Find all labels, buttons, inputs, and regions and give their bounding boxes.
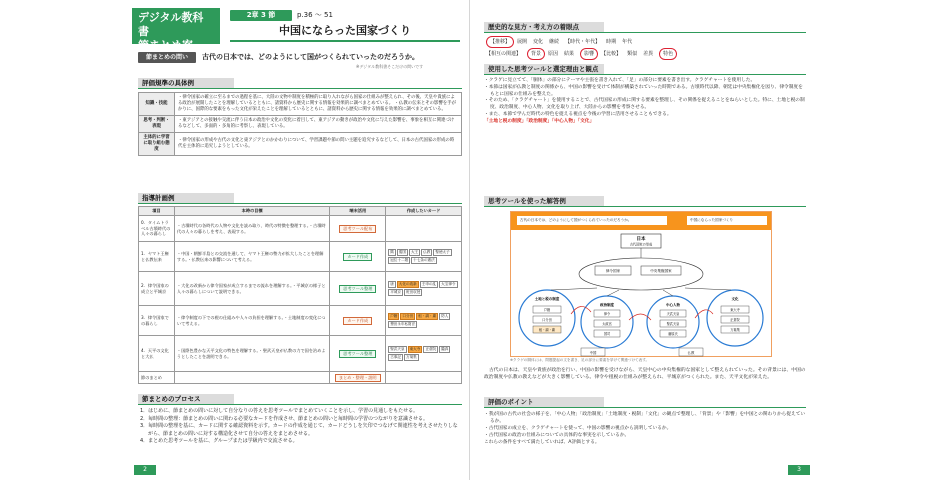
page-number: 2 xyxy=(134,465,156,475)
keyword: 年代 xyxy=(622,39,633,45)
svg-text:口分田: 口分田 xyxy=(542,318,552,322)
plan-item: 0．タイムトラベル古墳時代の人々の暮らし xyxy=(139,216,175,242)
keyword: 類似 xyxy=(627,51,638,57)
plan-goal: ・古墳時代の各時代の人物や文化を読み取り、時代の特徴を整理する。・古墳時代の人々の暮らしを考え、表現する。 xyxy=(174,216,329,242)
circle-land-tax xyxy=(519,290,575,346)
plan-goal: ・中国・朝鮮半島との交流を通して、ヤマト王権の勢力が拡大したことを理解する。・仏教伝来の影響について考える。 xyxy=(174,242,329,272)
card-chip: 東大寺 xyxy=(409,346,421,351)
keyword: 結果 xyxy=(564,51,575,57)
section-title: 中国にならった国家づくり xyxy=(230,24,460,42)
svg-text:租・調・庸: 租・調・庸 xyxy=(539,328,555,332)
circle-culture xyxy=(707,290,763,346)
plan-item: 3．律令国家での暮らし xyxy=(139,306,175,336)
card-chip: 唐 xyxy=(390,281,394,286)
tool-tag: 思考ツール整理 xyxy=(339,285,376,293)
bottom-label-china: 中国 xyxy=(589,351,597,355)
tool-tag: カード作成 xyxy=(343,317,372,325)
points-list xyxy=(484,411,806,446)
plan-goal xyxy=(174,372,329,384)
col-header: 端末活用 xyxy=(330,207,386,216)
brand-line2: 節まとめ案 xyxy=(138,39,193,52)
question-label: 節まとめの問い xyxy=(138,52,196,63)
plan-cards xyxy=(386,336,462,372)
list-item: ・古代国家の成立を、クラゲチャートを使って、中国の影響の視点から説明しているか。 xyxy=(484,426,672,431)
plan-item: 節のまとめ xyxy=(139,372,175,384)
table-row xyxy=(139,116,462,133)
keyword: 【比較】 xyxy=(601,51,622,57)
diagram-theme: 中国にならった国家づくり xyxy=(687,216,767,225)
plan-cards xyxy=(386,242,462,272)
card-chip: 租・調・庸 xyxy=(418,313,437,318)
plan-heading: 指導計画例 xyxy=(138,193,462,203)
center-sublabel: 古代国家の形成 xyxy=(629,242,653,247)
table-row xyxy=(139,216,462,242)
card-chip: 万葉集 xyxy=(405,354,417,359)
criteria-key: 主体的に学習に取り組む態度 xyxy=(139,133,175,156)
brand-box xyxy=(132,8,220,52)
criteria-key: 知識・技能 xyxy=(139,93,175,116)
keyword: 時期 xyxy=(606,39,617,45)
card-chip: 班田収授 xyxy=(405,289,421,294)
list-item: ・本節は国家が仏教と制度の関係から、中国の影響を受けて体制が構築されていった時期である。古墳時代以降、朝廷は中央集権化を図り、律令制度をもとに国家の仕組みを整えた。 xyxy=(484,84,803,97)
card-chip: 壬申の乱 xyxy=(421,281,437,286)
svg-text:天武天皇: 天武天皇 xyxy=(666,312,680,316)
criteria-value: ・律令国家の確立に至るまでの過程を基に、大陸の文物や制度を積極的に取り入れながら国家の仕組みが整えられ、その後、天皇や貴族による政治が展開したことを理解しているとともに、諸資料から歴史に関する情報を効果的に調べまとめている。 ・仏教の伝来とその影響を手がかりに、国際的な要素をもった文化が栄えたことを理解しているとともに、諸資料から歴史に関する情報を効果的に調べまとめている。 xyxy=(175,93,462,116)
svg-text:文化: 文化 xyxy=(731,297,739,301)
diagram-svg xyxy=(511,230,773,358)
plan-item: 4．天平の文化と大仏 xyxy=(139,336,175,372)
card-chip: 聖武天皇 xyxy=(390,346,405,351)
card-chip: 鑑真 xyxy=(441,346,449,351)
keyword: 影響 xyxy=(580,48,598,60)
right-page xyxy=(470,0,814,480)
plan-goal: ・大化の改新から律令国家が成立するまでの流れを理解する。・平城京の様子と人々の暮らしについて説明できる。 xyxy=(174,272,329,306)
table-row xyxy=(139,336,462,372)
reason-heading: 使用した思考ツールと選定理由と観点 xyxy=(484,64,806,74)
card-chip: 倭国 xyxy=(398,249,406,254)
plan-goal: ・国際色豊かな天平文化の特色を理解する。・聖武天皇が仏教の力で国を治めようとしたことを説明できる。 xyxy=(174,336,329,372)
keyword: 継続 xyxy=(549,39,560,45)
card-chip: 墾田永年私財法 xyxy=(390,321,416,326)
svg-text:東大寺: 東大寺 xyxy=(730,308,740,312)
col-header: 項目 xyxy=(139,207,175,216)
left-box2-label: 中央集権国家 xyxy=(650,269,672,273)
diagram-header xyxy=(511,212,771,230)
list-item: 1．はじめに、節まとめの問いに対して自分なりの答えを思考ツールでまとめていくことを示し、学習の見通しをもたせる。 xyxy=(140,408,419,414)
list-item: ・クラゲに見立てて、「胴体」の部分にテーマや主張を書き入れて、「足」の部分に要素を書き出す。クラゲチャートを使用した。 xyxy=(484,78,756,83)
brand-line1: デジタル教科書 xyxy=(138,11,204,38)
card-chip: 聖徳太子 xyxy=(435,249,450,254)
svg-text:政治制度: 政治制度 xyxy=(600,303,614,307)
page-number: 3 xyxy=(788,465,810,475)
criteria-table xyxy=(138,92,462,156)
keyword: 特色 xyxy=(659,48,677,60)
list-item: ・我が国の古代の社会の様子を、「中心人物」「政治制度」「土地制度・税制」「文化」の観点で整理し、「背景」や「影響」を中国との関わりから捉えているか。 xyxy=(484,412,806,424)
plan-cards xyxy=(386,272,462,306)
table-row xyxy=(139,372,462,384)
col-header: 本時の目標 xyxy=(174,207,329,216)
card-chip: 大化の改新 xyxy=(398,281,417,286)
svg-text:藤原氏: 藤原氏 xyxy=(668,332,678,336)
card-chip: 仏教 xyxy=(423,249,431,254)
card-chip: 正倉院 xyxy=(425,346,437,351)
svg-text:聖武天皇: 聖武天皇 xyxy=(666,322,680,326)
svg-text:太政官: 太政官 xyxy=(602,322,612,326)
views-row-1 xyxy=(486,36,806,48)
card-chip: 口分田 xyxy=(402,313,414,318)
list-item: ・また、本節で学んだ時代の特色を捉える視点を今後の学習に活用させることもできる。 xyxy=(484,111,672,117)
list-item: ・古代国家の政治の仕組みについての具体的な事実を示しているか。 xyxy=(484,433,630,438)
jellyfish-chart xyxy=(510,211,772,357)
plan-cards xyxy=(386,216,462,242)
list-item: ・そのため、「クラゲチャート」を使用することで、古代国家の形成に関する要素を整理し、その関係を捉えることをねらいとした。特に、土地と税の制度、政治制度、中心人物、文化を取り上げ、大陸からの影響を考察させる。 xyxy=(484,98,805,111)
card-chip: 隋 xyxy=(390,249,394,254)
table-row xyxy=(139,272,462,306)
diagram-caption: ※クラゲの胴体には、問題提起の文を書き、足の部分に要素を挙げて関連づけて表す。 xyxy=(510,358,650,362)
col-header: 作成したいカード xyxy=(386,207,462,216)
tool-tag: カード作成 xyxy=(343,253,372,261)
table-row xyxy=(139,93,462,116)
plan-item: 1．ヤマト王権と仏教伝来 xyxy=(139,242,175,272)
table-row xyxy=(139,242,462,272)
points-heading: 評価のポイント xyxy=(484,397,806,407)
svg-text:万葉集: 万葉集 xyxy=(730,328,740,332)
table-header-row xyxy=(139,207,462,216)
svg-text:中心人物: 中心人物 xyxy=(666,303,680,307)
views-row-2 xyxy=(486,48,806,60)
diagram-question: 古代の日本では、どのようにして国がつくられていったのだろうか。 xyxy=(517,216,667,225)
plan-table xyxy=(138,206,462,384)
card-chip: 戸籍 xyxy=(390,313,398,318)
textbook-spread xyxy=(126,0,814,480)
chapter-badge: 2章 3 節 xyxy=(230,10,292,21)
tool-tag: 思考ツール配布 xyxy=(339,225,376,233)
keyword: 【推移】 xyxy=(486,36,514,48)
list-item: 「土地と税の制度」「政治制度」「中心人物」「文化」 xyxy=(484,118,595,124)
keyword: 変化 xyxy=(533,39,544,45)
reason-list xyxy=(484,78,806,126)
card-chip: 大宝律令 xyxy=(441,281,456,286)
criteria-heading: 評価規準の具体例 xyxy=(138,78,462,88)
left-box1-label: 律令国家 xyxy=(605,269,621,273)
criteria-value: ・東アジアとの接触や交流に伴う日本の政治や文化の変化に着目して、東アジアの動きが政治や文化に与えた影響を、事象を相互に関連づけるなどして、多面的・多角的に考察し、表現している。 xyxy=(175,116,462,133)
card-chip: 冠位十二階 xyxy=(390,257,409,262)
criteria-value: ・律令国家の形成や古代の文化と東アジアとのかかわりについて、学習課題や節の問い主題を追究するなどして、日本の古代国家の形成の時代を主体的に追究しようとしている。 xyxy=(175,133,462,156)
bottom-label-buddhism: 仏教 xyxy=(687,351,695,355)
circle-politics xyxy=(581,296,633,348)
views-heading: 歴史的な見方・考え方の着眼点 xyxy=(484,22,806,32)
views-keywords xyxy=(486,36,806,60)
question-note: ※デジタル教科書そこだけの問いです xyxy=(356,64,424,69)
center-label: 日本 xyxy=(636,237,646,242)
left-page xyxy=(126,0,470,480)
list-item: 4．まとめた思考ツールを基に、グループまたは学級内で交流させる。 xyxy=(140,438,298,444)
table-row xyxy=(139,306,462,336)
svg-text:正倉院: 正倉院 xyxy=(730,318,740,322)
question-text: 古代の日本では、どのようにして国がつくられていったのだろうか。 xyxy=(202,53,419,61)
svg-text:国司: 国司 xyxy=(603,332,611,336)
keyword: 背景 xyxy=(527,48,545,60)
svg-text:土地と税の制度: 土地と税の制度 xyxy=(534,297,560,301)
card-chip: 防人 xyxy=(441,313,449,318)
process-list xyxy=(140,408,462,446)
page-range: p.36 ～ 51 xyxy=(297,11,333,19)
svg-text:戸籍: 戸籍 xyxy=(543,308,551,312)
diagram-heading: 思考ツールを使った解答例 xyxy=(484,196,806,206)
plan-goal: ・律令制度の下での税の仕組みや人々の負担を理解する。・土地制度の変化について考える。 xyxy=(174,306,329,336)
process-heading: 節まとめのプロセス xyxy=(138,394,462,404)
card-chip: 古事記 xyxy=(390,354,401,359)
keyword: 【相互の関連】 xyxy=(486,51,522,57)
svg-text:律令: 律令 xyxy=(603,312,611,316)
list-item: 3．毎時間の整理を基に、カードに関する確認資料を示す。カードの作成を通じて、カードどうしを矢印でつなげて関連性を考えさせたりしながら、節まとめの問いに対する構造化させて自分の答えをまとめさせる。 xyxy=(140,423,458,437)
list-item: 2．毎時間の整理：節まとめの問いに関わる必要なカードを作成させ、節まとめの問いと毎時間の学習のつながりを意識させる。 xyxy=(140,415,429,422)
keyword: 原因 xyxy=(548,51,559,57)
tool-tag: 思考ツール整理 xyxy=(339,350,376,358)
plan-cards xyxy=(386,372,462,384)
tool-tag: まとめ・整理・説明 xyxy=(335,374,381,382)
summary-paragraph: 古代の日本は、天皇や貴族が政治を行い、中国の影響を受けながら、天皇中心の中央集権的な国家として整えられていった。その背景には、中国の政治制度や仏教の教えなどが大きく影響している。律令や租税の仕組みが整えられ、平城京がつくられた。また、天平文化が栄えた。 xyxy=(484,368,806,380)
keyword: 【時代・年代】 xyxy=(565,39,601,45)
card-chip: 平城京 xyxy=(390,289,401,294)
table-row xyxy=(139,133,462,156)
criteria-key: 思考・判断・表現 xyxy=(139,116,175,133)
keyword: 差異 xyxy=(643,51,654,57)
circle-people xyxy=(647,296,699,348)
plan-cards xyxy=(386,306,462,336)
card-chip: 十七条の憲法 xyxy=(413,257,435,262)
card-chip: 大王 xyxy=(410,249,419,254)
keyword: 展開 xyxy=(517,39,528,45)
plan-item: 2．律令国家の成立と平城京 xyxy=(139,272,175,306)
list-item: これらの条件をすべて満たしていれば、A評価とする。 xyxy=(484,440,600,445)
